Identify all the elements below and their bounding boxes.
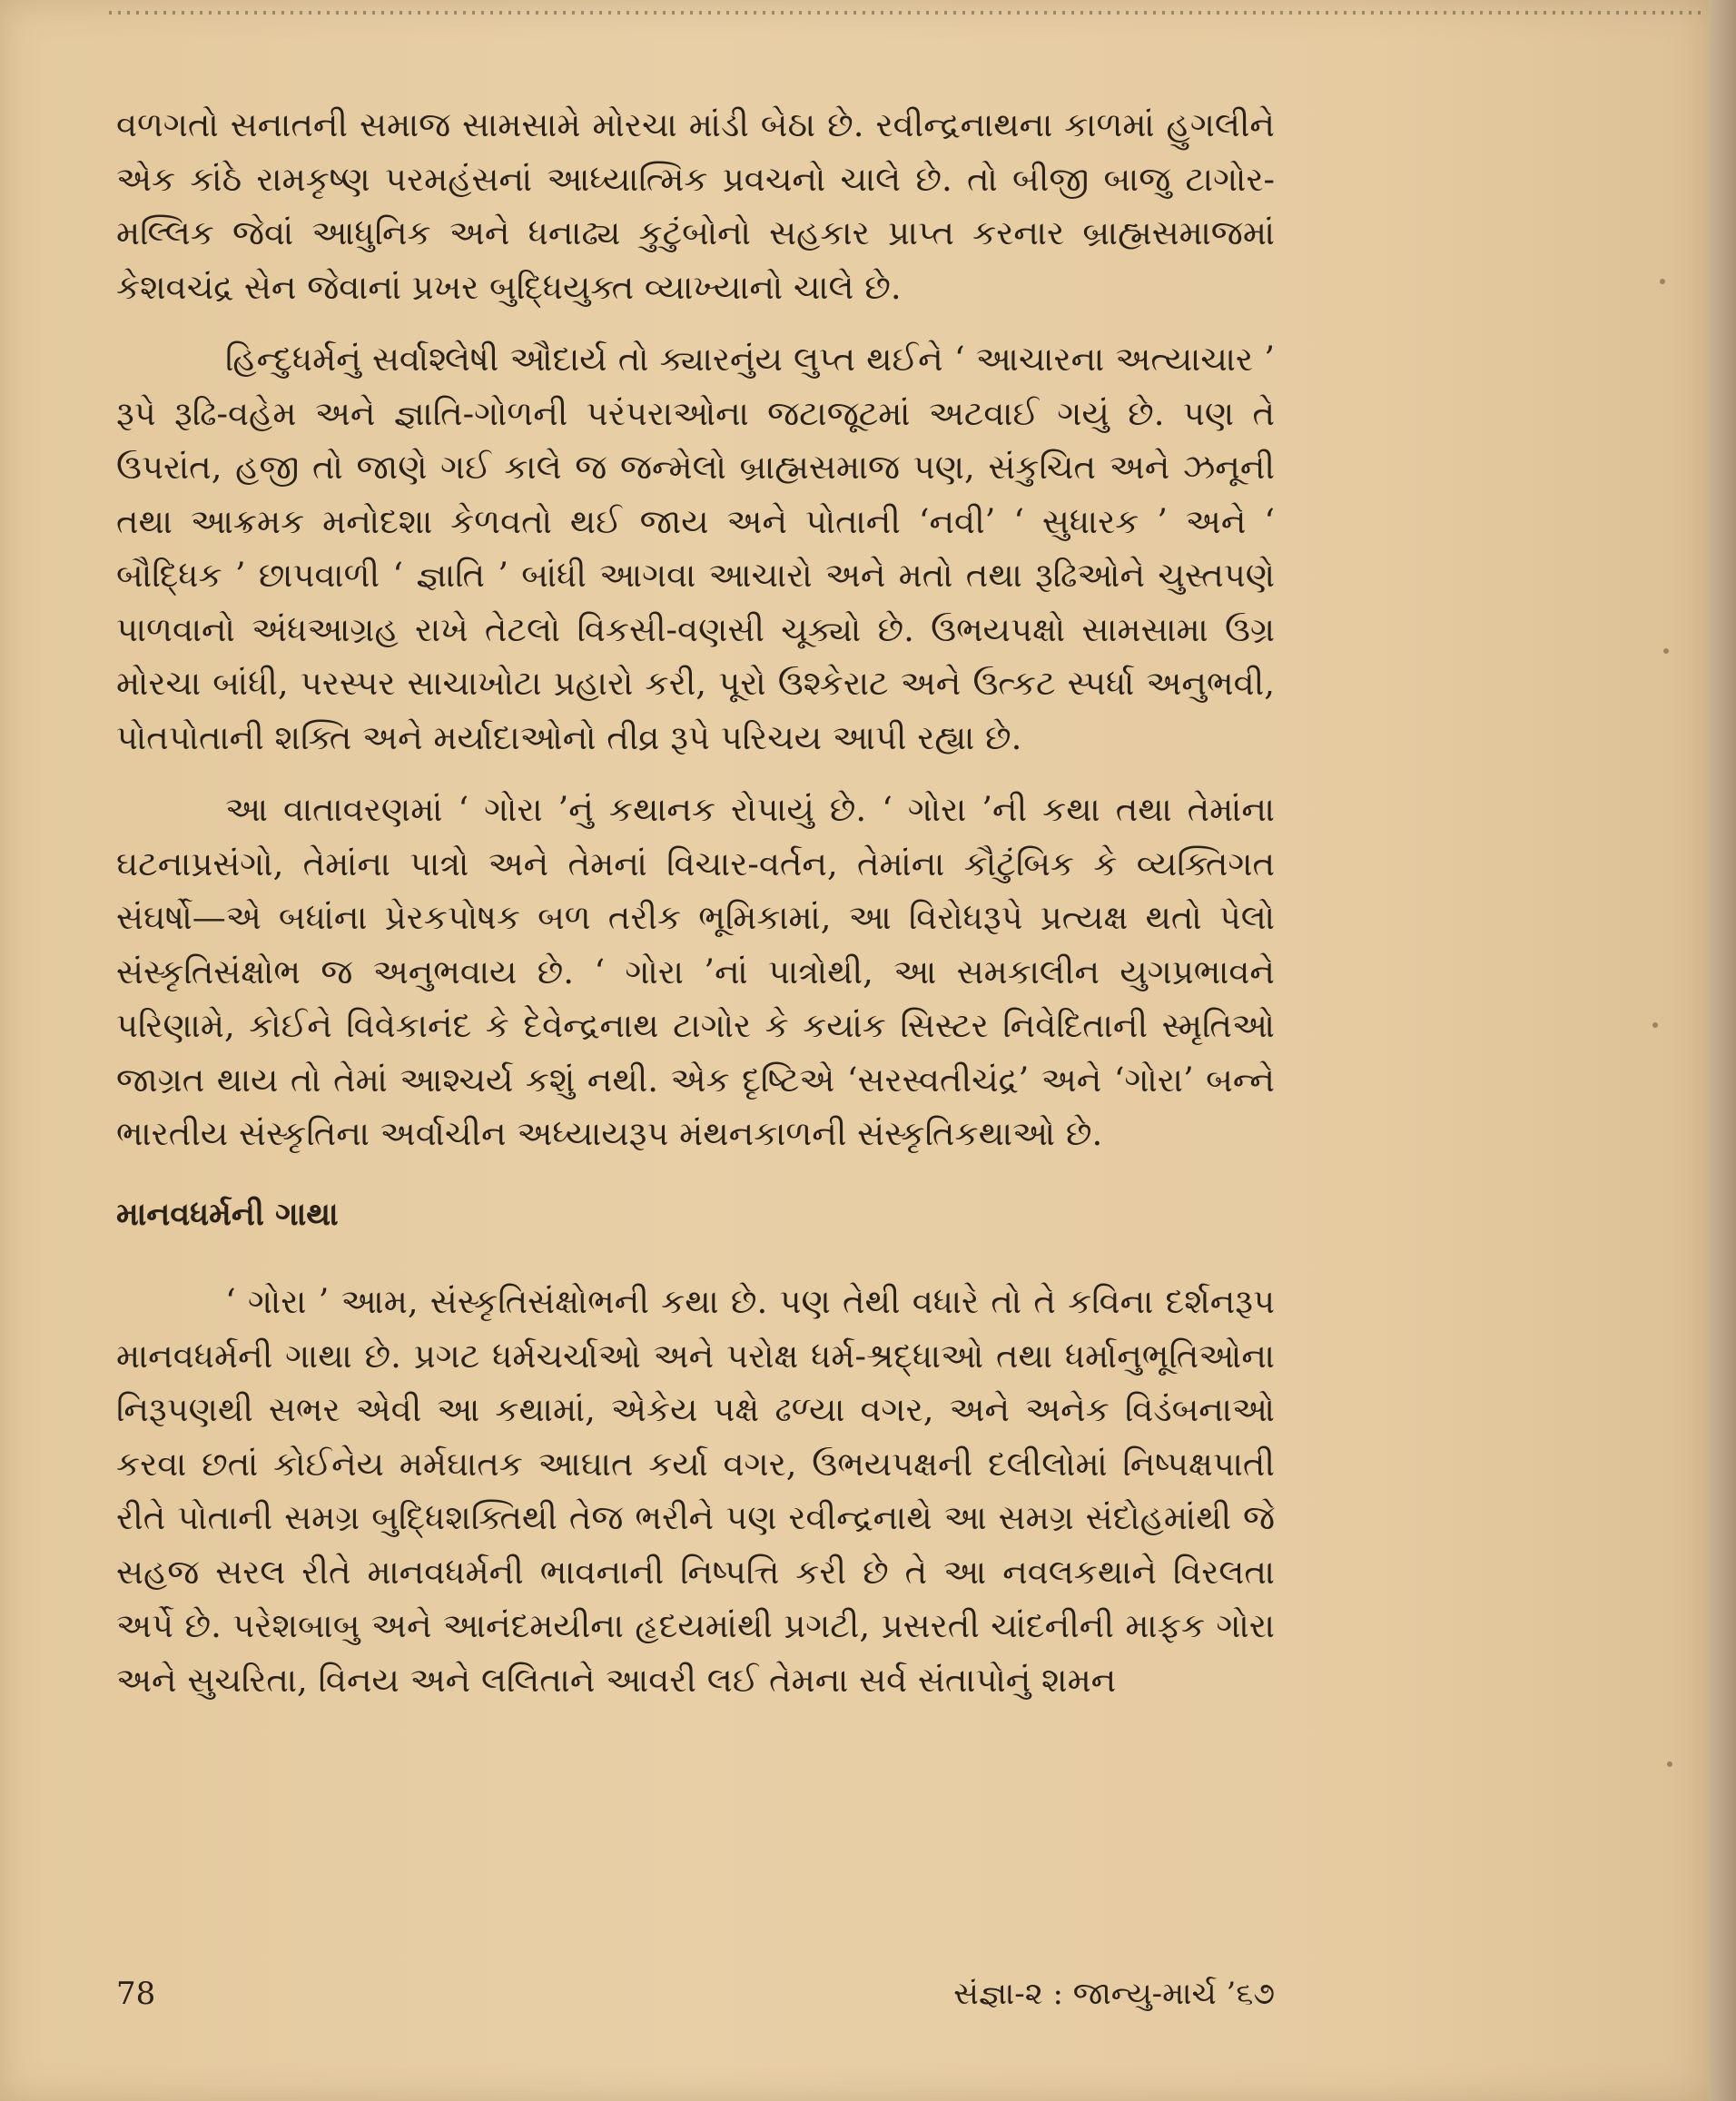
page-edge-shadow [1709, 0, 1736, 2101]
paper-speck [1663, 648, 1669, 654]
paragraph-4: ‘ ગોરા ’ આમ, સંસ્કૃતિસંક્ષોભની કથા છે. પણ તેથી વધારે તો તે કવિના દર્શનરૂપ માનવધર્મની ગાથા છે. પ્રગટ ધર્મચર્ચાઓ અને પરોક્ષ ધર્મ-શ્રદ્ધાઓ તથા ધર્માનુભૂતિઓના નિરૂપણથી સભર એવી આ કથામાં, એકેય પક્ષે ઢળ્યા વગર, અને અનેક વિડંબનાઓ કરવા છતાં કોઈનેય મર્મઘાતક આઘાત કર્યા વગર, ઉભયપક્ષની દલીલોમાં નિષ્પક્ષપાતી રીતે પોતાની સમગ્ર બુદ્ધિશક્તિથી તેજ ભરીને પણ રવીન્દ્રનાથે આ સમગ્ર સંદોહમાંથી જે સહજ સરલ રીતે માનવધર્મની ભાવનાની નિષ્પત્તિ કરી છે તે આ નવલકથાને વિરલતા અર્પે છે. પરેશબાબુ અને આનંદમયીના હૃદયમાંથી પ્રગટી, પ્રસરતી ચાંદનીની માફક ગોરા અને સુચરિતા, વિનય અને લલિતાને આવરી લઈ તેમના સર્વ સંતાપોનું શમન [116, 1282, 1275, 1700]
paper-speck [1667, 1761, 1672, 1767]
page-number: 78 [116, 1976, 156, 2012]
body-text [116, 98, 1275, 1725]
top-edge-rule [109, 11, 1707, 15]
paper-speck [1660, 279, 1665, 284]
journal-issue-info: સંજ્ઞા-૨ : જાન્યુ-માર્ચ ’૬૭ [953, 1976, 1275, 2012]
section-heading: માનવધર્મની ગાથા [116, 1196, 339, 1233]
paragraph-2: હિન્દુધર્મનું સર્વાશ્લેષી ઔદાર્ય તો ક્યારનુંય લુપ્ત થઈને ‘ આચારના અત્યાચાર ’ રૂપે રૂઢિ-વહેમ અને જ્ઞાતિ-ગોળની પરંપરાઓના જટાજૂટમાં અટવાઈ ગયું છે. પણ તે ઉપરાંત, હજી તો જાણે ગઈ કાલે જ જન્મેલો બ્રાહ્મસમાજ પણ, સંકુચિત અને ઝનૂની તથા આક્રમક મનોદશા કેળવતો થઈ જાય અને પોતાની ‘નવી’ ‘ સુધારક ’ અને ‘ બૌદ્ધિક ’ છાપવાળી ‘ જ્ઞાતિ ’ બાંધી આગવા આચારો અને મતો તથા રૂઢિઓને ચુસ્તપણે પાળવાનો અંધઆગ્રહ રાખે તેટલો વિકસી-વણસી ચૂક્યો છે. ઉભયપક્ષો સામસામા ઉગ્ર મોરચા બાંધી, પરસ્પર સાચાખોટા પ્રહારો કરી, પૂરો ઉશ્કેરાટ અને ઉત્કટ સ્પર્ધા અનુભવી, પોતપોતાની શક્તિ અને મર્યાદાઓનો તીવ્ર રૂપે પરિચય આપી રહ્યા છે. [116, 340, 1275, 757]
paper-speck [1652, 1022, 1658, 1028]
paragraph-1: વળગતો સનાતની સમાજ સામસામે મોરચા માંડી બેઠા છે. રવીન્દ્રનાથના કાળમાં હુગલીને એક કાંઠે રામકૃષ્ણ પરમહંસનાં આધ્યાત્મિક પ્રવચનો ચાલે છે. તો બીજી બાજુ ટાગોર- મલ્લિક જેવાં આધુનિક અને ધનાઢ્ય કુટુંબોનો સહકાર પ્રાપ્ત કરનાર બ્રાહ્મસમાજમાં કેશવચંદ્ર સેન જેવાનાં પ્રખર બુદ્ધિયુક્ત વ્યાખ્યાનો ચાલે છે. [116, 105, 1275, 307]
paragraph-3: આ વાતાવરણમાં ‘ ગોરા ’નું કથાનક રોપાયું છે. ‘ ગોરા ’ની કથા તથા તેમાંના ઘટનાપ્રસંગો, તેમાંના પાત્રો અને તેમનાં વિચાર-વર્તન, તેમાંના કૌટુંબિક કે વ્યક્તિગત સંઘર્ષો—એ બધાંના પ્રેરકપોષક બળ તરીક ભૂમિકામાં, આ વિરોધરૂપે પ્રત્યક્ષ થતો પેલો સંસ્કૃતિસંક્ષોભ જ અનુભવાય છે. ‘ ગોરા ’નાં પાત્રોથી, આ સમકાલીન યુગપ્રભાવને પરિણામે, કોઈને વિવેકાનંદ કે દેવેન્દ્રનાથ ટાગોર કે કયાંક સિસ્ટર નિવેદિતાની સ્મૃતિઓ જાગ્રત થાય તો તેમાં આશ્ચર્ય કશું નથી. એક દૃષ્ટિએ ‘સરસ્વતીચંદ્ર’ અને ‘ગોરા’ બન્ને ભારતીય સંસ્કૃતિના અર્વાચીન અધ્યાયરૂપ મંથનકાળની સંસ્કૃતિકથાઓ છે. [116, 790, 1275, 1153]
